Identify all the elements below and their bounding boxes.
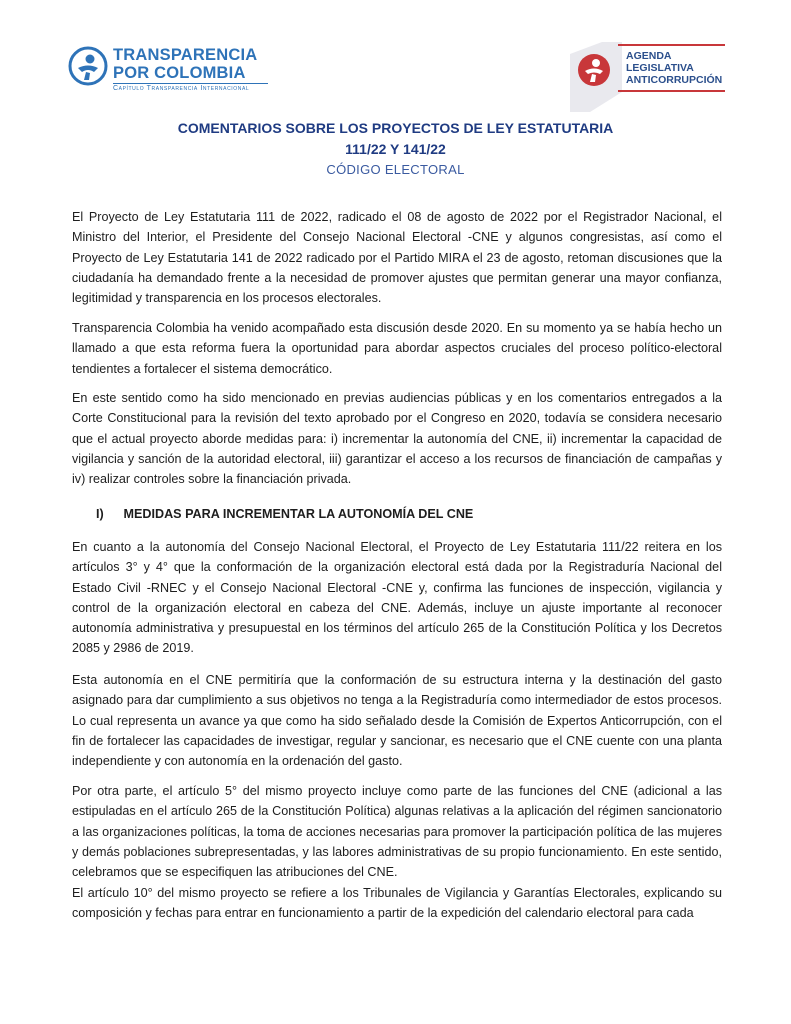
paragraph-medidas: En este sentido como ha sido mencionado en previas audiencias públicas y en los comentarios entregados a la Corte Constitucional para la revisión del texto aprobado por el Congreso en 2020, todavía se considera necesario que el actual proyecto aborde medidas para: i) incrementar la autonomía del CNE, ii) incrementar la capacidad de vigilancia y sanción de la autoridad electoral, iii) garantizar el acceso a los recursos de financiación de campañas y iv) realizar controles sobre la financiación privada. <box>72 391 722 487</box>
logo-bottom-rule <box>618 90 725 92</box>
logo-top-rule <box>618 44 725 46</box>
document-title-line1: COMENTARIOS SOBRE LOS PROYECTOS DE LEY ESTATUTARIA <box>177 120 614 136</box>
logo-subline: Capítulo Transparencia Internacional <box>113 85 250 92</box>
paragraph-transparencia: Transparencia Colombia ha venido acompañado esta discusión desde 2020. En su momento ya se había hecho un llamado a que esta reforma fuera la oportunidad para abordar aspectos cruciales del proceso político-electoral tendientes a fortalecer el sistema democrático. <box>72 321 722 376</box>
section-heading <box>96 507 473 521</box>
document-subtitle: CÓDIGO ELECTORAL <box>326 162 465 177</box>
logo-text-line2: POR COLOMBIA <box>113 64 246 82</box>
paragraph-estructura: Esta autonomía en el CNE permitiría que la conformación de su estructura interna y la destinación del gasto asignado para dar cumplimiento a sus objetivos no tenga a la Registraduría como intermediador de estos procesos. Lo cual representa un avance ya que como ha sido señalado desde la Comisión de Expertos Anticorrupción, con el fin de fortalecer las capacidades de investigar, regular y sancionar, es necesario que el CNE cuente con una planta independiente y con autonomía en la ordenación del gasto. <box>72 673 722 769</box>
transparencia-por-colombia-logo <box>68 42 268 98</box>
agenda-emblem-icon <box>570 42 622 112</box>
section-title: MEDIDAS PARA INCREMENTAR LA AUTONOMÍA DEL CNE <box>123 507 474 521</box>
paragraph-articulo-5: Por otra parte, el artículo 5° del mismo proyecto incluye como parte de las funciones del CNE (adicional a las estipuladas en el artículo 265 de la Constitución Política) algunas relativas a la aplicación del régimen sancionatorio a las organizaciones políticas, la toma de acciones necesarias para promover la participación política de las mujeres y demás poblaciones subrepresentadas, y las labores administrativas de su propio funcionamiento. En este sentido, celebramos que se especifiquen las atribuciones del CNE. <box>72 784 722 880</box>
paragraph-autonomia: En cuanto a la autonomía del Consejo Nacional Electoral, el Proyecto de Ley Estatutaria 111/22 reitera en los artículos 3° y 4° que la conformación de la organización electoral está dada por la Registraduría Nacional del Estado Civil -RNEC y el Consejo Nacional Electoral -CNE y, confirma las funciones de inspección, vigilancia y control de la organización electoral en cabeza del CNE. Además, incluye un ajuste importante al reconocer autonomía administrativa y presupuestal en los términos del artículo 265 de la Constitución Política y los Decretos 2085 y 2986 de 2019. <box>72 540 722 656</box>
paragraph-articulo-10: El artículo 10° del mismo proyecto se refiere a los Tribunales de Vigilancia y Garantías Electorales, explicando su composición y fechas para entrar en funcionamiento a partir de la expedición del calendario electoral para cada <box>72 886 722 921</box>
logo-divider <box>113 83 268 84</box>
logo-text-agenda: AGENDA <box>626 50 672 62</box>
agenda-legislativa-anticorrupcion-logo <box>570 42 725 112</box>
document-title-line2: 111/22 Y 141/22 <box>345 141 446 157</box>
section-number: I) <box>96 507 104 521</box>
logo-text-anticorrupcion: ANTICORRUPCIÓN <box>626 74 723 86</box>
transparencia-emblem-icon <box>68 46 108 86</box>
paragraph-intro: El Proyecto de Ley Estatutaria 111 de 2022, radicado el 08 de agosto de 2022 por el Registrador Nacional, el Ministro del Interior, el Presidente del Consejo Nacional Electoral -CNE y algunos congresistas, así como el Proyecto de Ley Estatutaria 141 de 2022 radicado por el Partido MIRA el 23 de agosto, retoman discusiones que la ciudadanía ha demandado frente a la necesidad de promover ajustes que permitan generar una mayor confianza, legitimidad y transparencia en los procesos electorales. <box>72 210 722 306</box>
logo-text-legislativa: LEGISLATIVA <box>626 62 694 74</box>
logo-text-line1: TRANSPARENCIA <box>113 46 258 64</box>
